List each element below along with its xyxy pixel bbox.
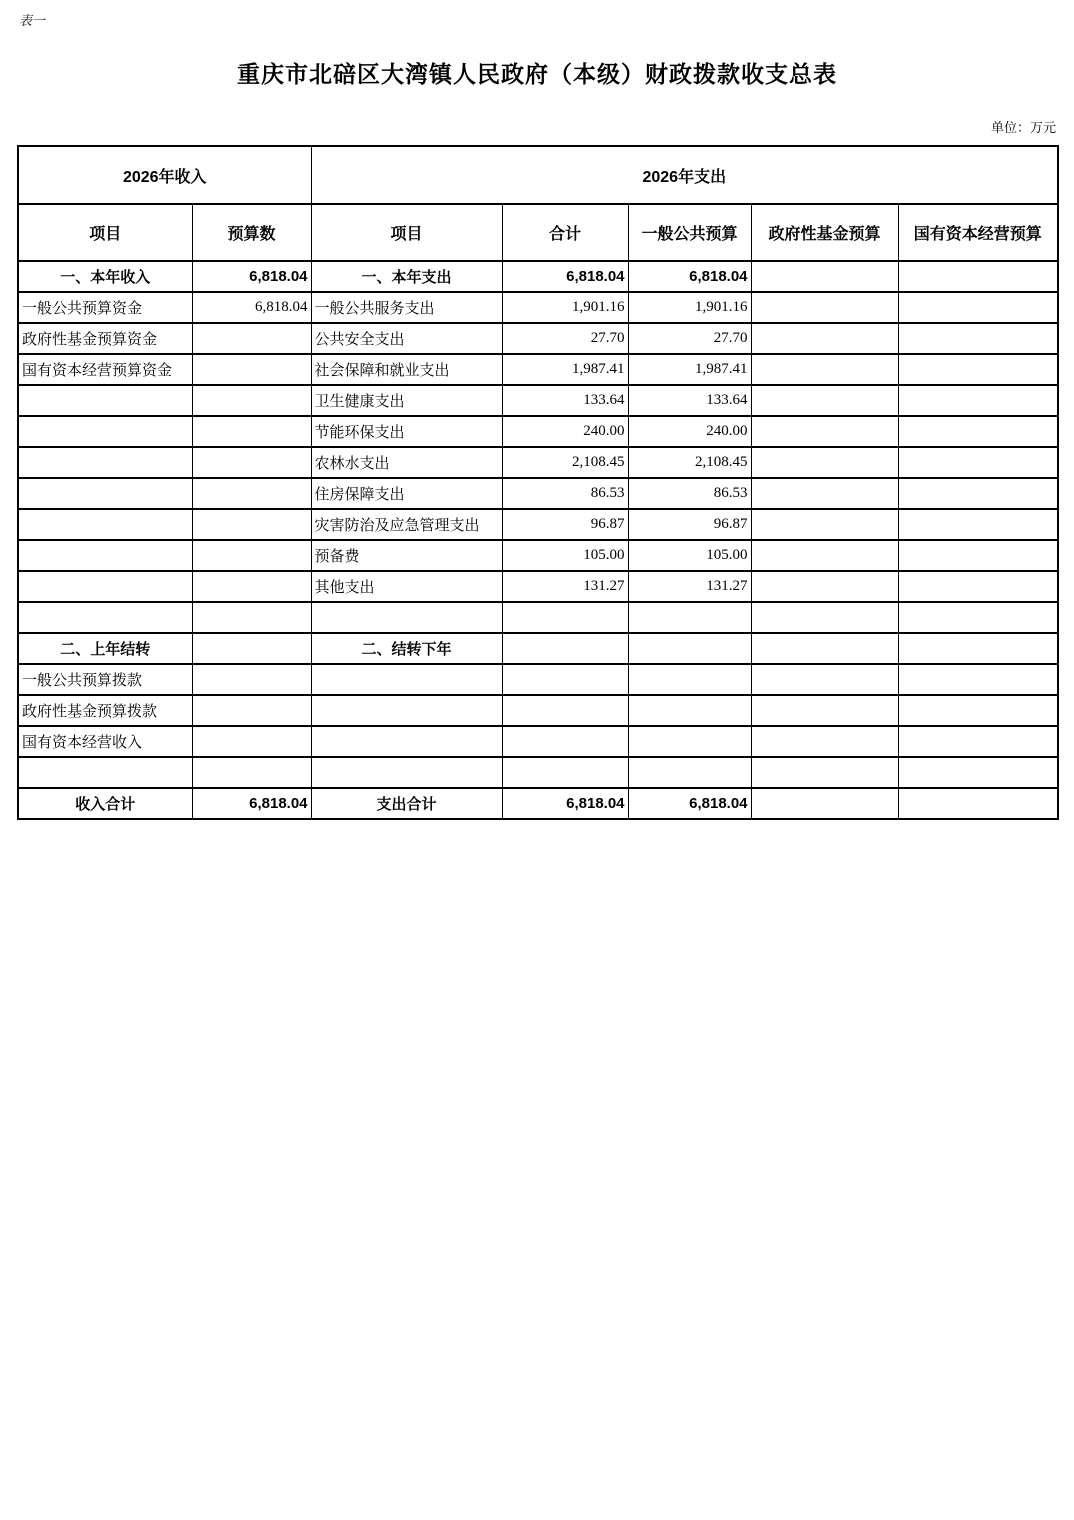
- general-public-budget-cell: 96.87: [628, 509, 751, 540]
- expense-item-cell: 二、结转下年: [311, 633, 502, 664]
- expense-item-cell: 一、本年支出: [311, 261, 502, 292]
- table-row: [18, 664, 1058, 695]
- expense-total-cell: 1,901.16: [502, 292, 628, 323]
- state-capital-budget-cell: [898, 695, 1058, 726]
- income-item-cell: [18, 509, 192, 540]
- table-row: [18, 540, 1058, 571]
- general-public-budget-cell: 131.27: [628, 571, 751, 602]
- table-row: [18, 447, 1058, 478]
- gov-fund-budget-cell: [751, 478, 898, 509]
- income-budget-cell: [192, 664, 311, 695]
- general-public-budget-cell: 133.64: [628, 385, 751, 416]
- general-public-budget-cell: 1,987.41: [628, 354, 751, 385]
- expense-total-cell: [502, 695, 628, 726]
- income-item-cell: 一、本年收入: [18, 261, 192, 292]
- gov-fund-budget-cell: [751, 602, 898, 633]
- income-budget-cell: [192, 633, 311, 664]
- expense-item-cell: [311, 757, 502, 788]
- gov-fund-budget-cell: [751, 664, 898, 695]
- general-public-budget-column-header: 一般公共预算: [628, 204, 751, 261]
- table-row: [18, 633, 1058, 664]
- income-item-cell: 一般公共预算拨款: [18, 664, 192, 695]
- expense-total-cell: 2,108.45: [502, 447, 628, 478]
- expense-item-cell: [311, 602, 502, 633]
- table-row: [18, 726, 1058, 757]
- income-item-cell: [18, 416, 192, 447]
- income-item-cell: 国有资本经营收入: [18, 726, 192, 757]
- income-budget-cell: [192, 354, 311, 385]
- table-number-label: 表一: [19, 13, 46, 28]
- table-row: [18, 602, 1058, 633]
- header-group-row: [18, 146, 1058, 204]
- income-budget-cell: [192, 385, 311, 416]
- expense-total-cell: 133.64: [502, 385, 628, 416]
- income-budget-cell: [192, 416, 311, 447]
- table-row: [18, 323, 1058, 354]
- expense-total-cell: 1,987.41: [502, 354, 628, 385]
- gov-fund-budget-cell: [751, 354, 898, 385]
- income-budget-cell: [192, 757, 311, 788]
- income-budget-cell: [192, 695, 311, 726]
- gov-fund-budget-cell: [751, 540, 898, 571]
- gov-fund-budget-cell: [751, 571, 898, 602]
- state-capital-budget-cell: [898, 292, 1058, 323]
- budget-summary-table: [17, 145, 1059, 820]
- income-budget-cell: 6,818.04: [192, 261, 311, 292]
- state-capital-budget-cell: [898, 602, 1058, 633]
- general-public-budget-cell: 6,818.04: [628, 261, 751, 292]
- expense-total-cell: 6,818.04: [502, 788, 628, 819]
- income-item-cell: [18, 478, 192, 509]
- gov-fund-budget-cell: [751, 261, 898, 292]
- income-item-cell: 收入合计: [18, 788, 192, 819]
- gov-fund-budget-cell: [751, 695, 898, 726]
- state-capital-budget-cell: [898, 633, 1058, 664]
- income-item-cell: 政府性基金预算资金: [18, 323, 192, 354]
- column-header-row: [18, 204, 1058, 261]
- income-item-cell: 政府性基金预算拨款: [18, 695, 192, 726]
- table-row: [18, 757, 1058, 788]
- income-item-cell: [18, 602, 192, 633]
- state-capital-budget-cell: [898, 788, 1058, 819]
- table-row: [18, 509, 1058, 540]
- state-capital-budget-cell: [898, 416, 1058, 447]
- expense-item-cell: 支出合计: [311, 788, 502, 819]
- income-item-cell: [18, 385, 192, 416]
- general-public-budget-cell: [628, 664, 751, 695]
- state-capital-budget-cell: [898, 571, 1058, 602]
- page-title: 重庆市北碚区大湾镇人民政府（本级）财政拨款收支总表: [237, 62, 837, 87]
- expense-item-cell: 节能环保支出: [311, 416, 502, 447]
- gov-fund-budget-cell: [751, 323, 898, 354]
- general-public-budget-cell: [628, 633, 751, 664]
- income-budget-cell: [192, 571, 311, 602]
- income-budget-cell: [192, 323, 311, 354]
- income-item-cell: [18, 571, 192, 602]
- general-public-budget-cell: [628, 695, 751, 726]
- expense-item-cell: 公共安全支出: [311, 323, 502, 354]
- table-row: [18, 788, 1058, 819]
- table-row: [18, 385, 1058, 416]
- expense-item-cell: [311, 664, 502, 695]
- table-body: [18, 261, 1058, 819]
- table-row: [18, 478, 1058, 509]
- income-budget-cell: [192, 447, 311, 478]
- unit-label: 单位：万元: [990, 120, 1056, 135]
- general-public-budget-cell: 6,818.04: [628, 788, 751, 819]
- table-row: [18, 354, 1058, 385]
- expense-item-cell: 预备费: [311, 540, 502, 571]
- table-row: [18, 292, 1058, 323]
- general-public-budget-cell: [628, 757, 751, 788]
- income-item-cell: 二、上年结转: [18, 633, 192, 664]
- state-capital-budget-cell: [898, 261, 1058, 292]
- expense-group-header: 2026年支出: [311, 146, 1058, 204]
- gov-fund-budget-cell: [751, 757, 898, 788]
- gov-fund-budget-column-header: 政府性基金预算: [751, 204, 898, 261]
- expense-item-cell: 卫生健康支出: [311, 385, 502, 416]
- expense-total-cell: [502, 633, 628, 664]
- income-item-cell: [18, 447, 192, 478]
- expense-item-cell: [311, 726, 502, 757]
- expense-item-cell: [311, 695, 502, 726]
- income-group-header: 2026年收入: [18, 146, 311, 204]
- income-item-column-header: 项目: [18, 204, 192, 261]
- state-capital-budget-cell: [898, 478, 1058, 509]
- state-capital-budget-cell: [898, 385, 1058, 416]
- state-capital-budget-cell: [898, 540, 1058, 571]
- state-capital-budget-column-header: 国有资本经营预算: [898, 204, 1058, 261]
- general-public-budget-cell: 27.70: [628, 323, 751, 354]
- income-item-cell: 一般公共预算资金: [18, 292, 192, 323]
- expense-item-cell: 一般公共服务支出: [311, 292, 502, 323]
- general-public-budget-cell: 240.00: [628, 416, 751, 447]
- gov-fund-budget-cell: [751, 385, 898, 416]
- gov-fund-budget-cell: [751, 509, 898, 540]
- table-header: [18, 146, 1058, 261]
- income-budget-cell: [192, 478, 311, 509]
- income-item-cell: [18, 540, 192, 571]
- state-capital-budget-cell: [898, 354, 1058, 385]
- expense-item-cell: 灾害防治及应急管理支出: [311, 509, 502, 540]
- income-budget-cell: 6,818.04: [192, 292, 311, 323]
- income-budget-cell: [192, 540, 311, 571]
- general-public-budget-cell: [628, 602, 751, 633]
- general-public-budget-cell: 86.53: [628, 478, 751, 509]
- gov-fund-budget-cell: [751, 633, 898, 664]
- state-capital-budget-cell: [898, 323, 1058, 354]
- expense-total-cell: 6,818.04: [502, 261, 628, 292]
- gov-fund-budget-cell: [751, 292, 898, 323]
- income-budget-cell: [192, 602, 311, 633]
- income-item-cell: [18, 757, 192, 788]
- expense-total-cell: 86.53: [502, 478, 628, 509]
- expense-total-cell: 96.87: [502, 509, 628, 540]
- expense-total-cell: [502, 726, 628, 757]
- gov-fund-budget-cell: [751, 726, 898, 757]
- income-budget-cell: [192, 726, 311, 757]
- state-capital-budget-cell: [898, 664, 1058, 695]
- income-budget-cell: [192, 509, 311, 540]
- income-budget-column-header: 预算数: [192, 204, 311, 261]
- general-public-budget-cell: 1,901.16: [628, 292, 751, 323]
- gov-fund-budget-cell: [751, 788, 898, 819]
- table-row: [18, 416, 1058, 447]
- expense-total-cell: 27.70: [502, 323, 628, 354]
- expense-total-cell: [502, 757, 628, 788]
- expense-total-column-header: 合计: [502, 204, 628, 261]
- expense-item-cell: 住房保障支出: [311, 478, 502, 509]
- table-row: [18, 261, 1058, 292]
- general-public-budget-cell: [628, 726, 751, 757]
- state-capital-budget-cell: [898, 447, 1058, 478]
- general-public-budget-cell: 105.00: [628, 540, 751, 571]
- income-budget-cell: 6,818.04: [192, 788, 311, 819]
- expense-total-cell: [502, 664, 628, 695]
- table-row: [18, 571, 1058, 602]
- expense-item-cell: 农林水支出: [311, 447, 502, 478]
- expense-total-cell: 131.27: [502, 571, 628, 602]
- table-row: [18, 695, 1058, 726]
- expense-item-column-header: 项目: [311, 204, 502, 261]
- state-capital-budget-cell: [898, 757, 1058, 788]
- expense-total-cell: 240.00: [502, 416, 628, 447]
- general-public-budget-cell: 2,108.45: [628, 447, 751, 478]
- expense-total-cell: 105.00: [502, 540, 628, 571]
- gov-fund-budget-cell: [751, 416, 898, 447]
- expense-item-cell: 其他支出: [311, 571, 502, 602]
- state-capital-budget-cell: [898, 509, 1058, 540]
- gov-fund-budget-cell: [751, 447, 898, 478]
- income-item-cell: 国有资本经营预算资金: [18, 354, 192, 385]
- expense-total-cell: [502, 602, 628, 633]
- state-capital-budget-cell: [898, 726, 1058, 757]
- expense-item-cell: 社会保障和就业支出: [311, 354, 502, 385]
